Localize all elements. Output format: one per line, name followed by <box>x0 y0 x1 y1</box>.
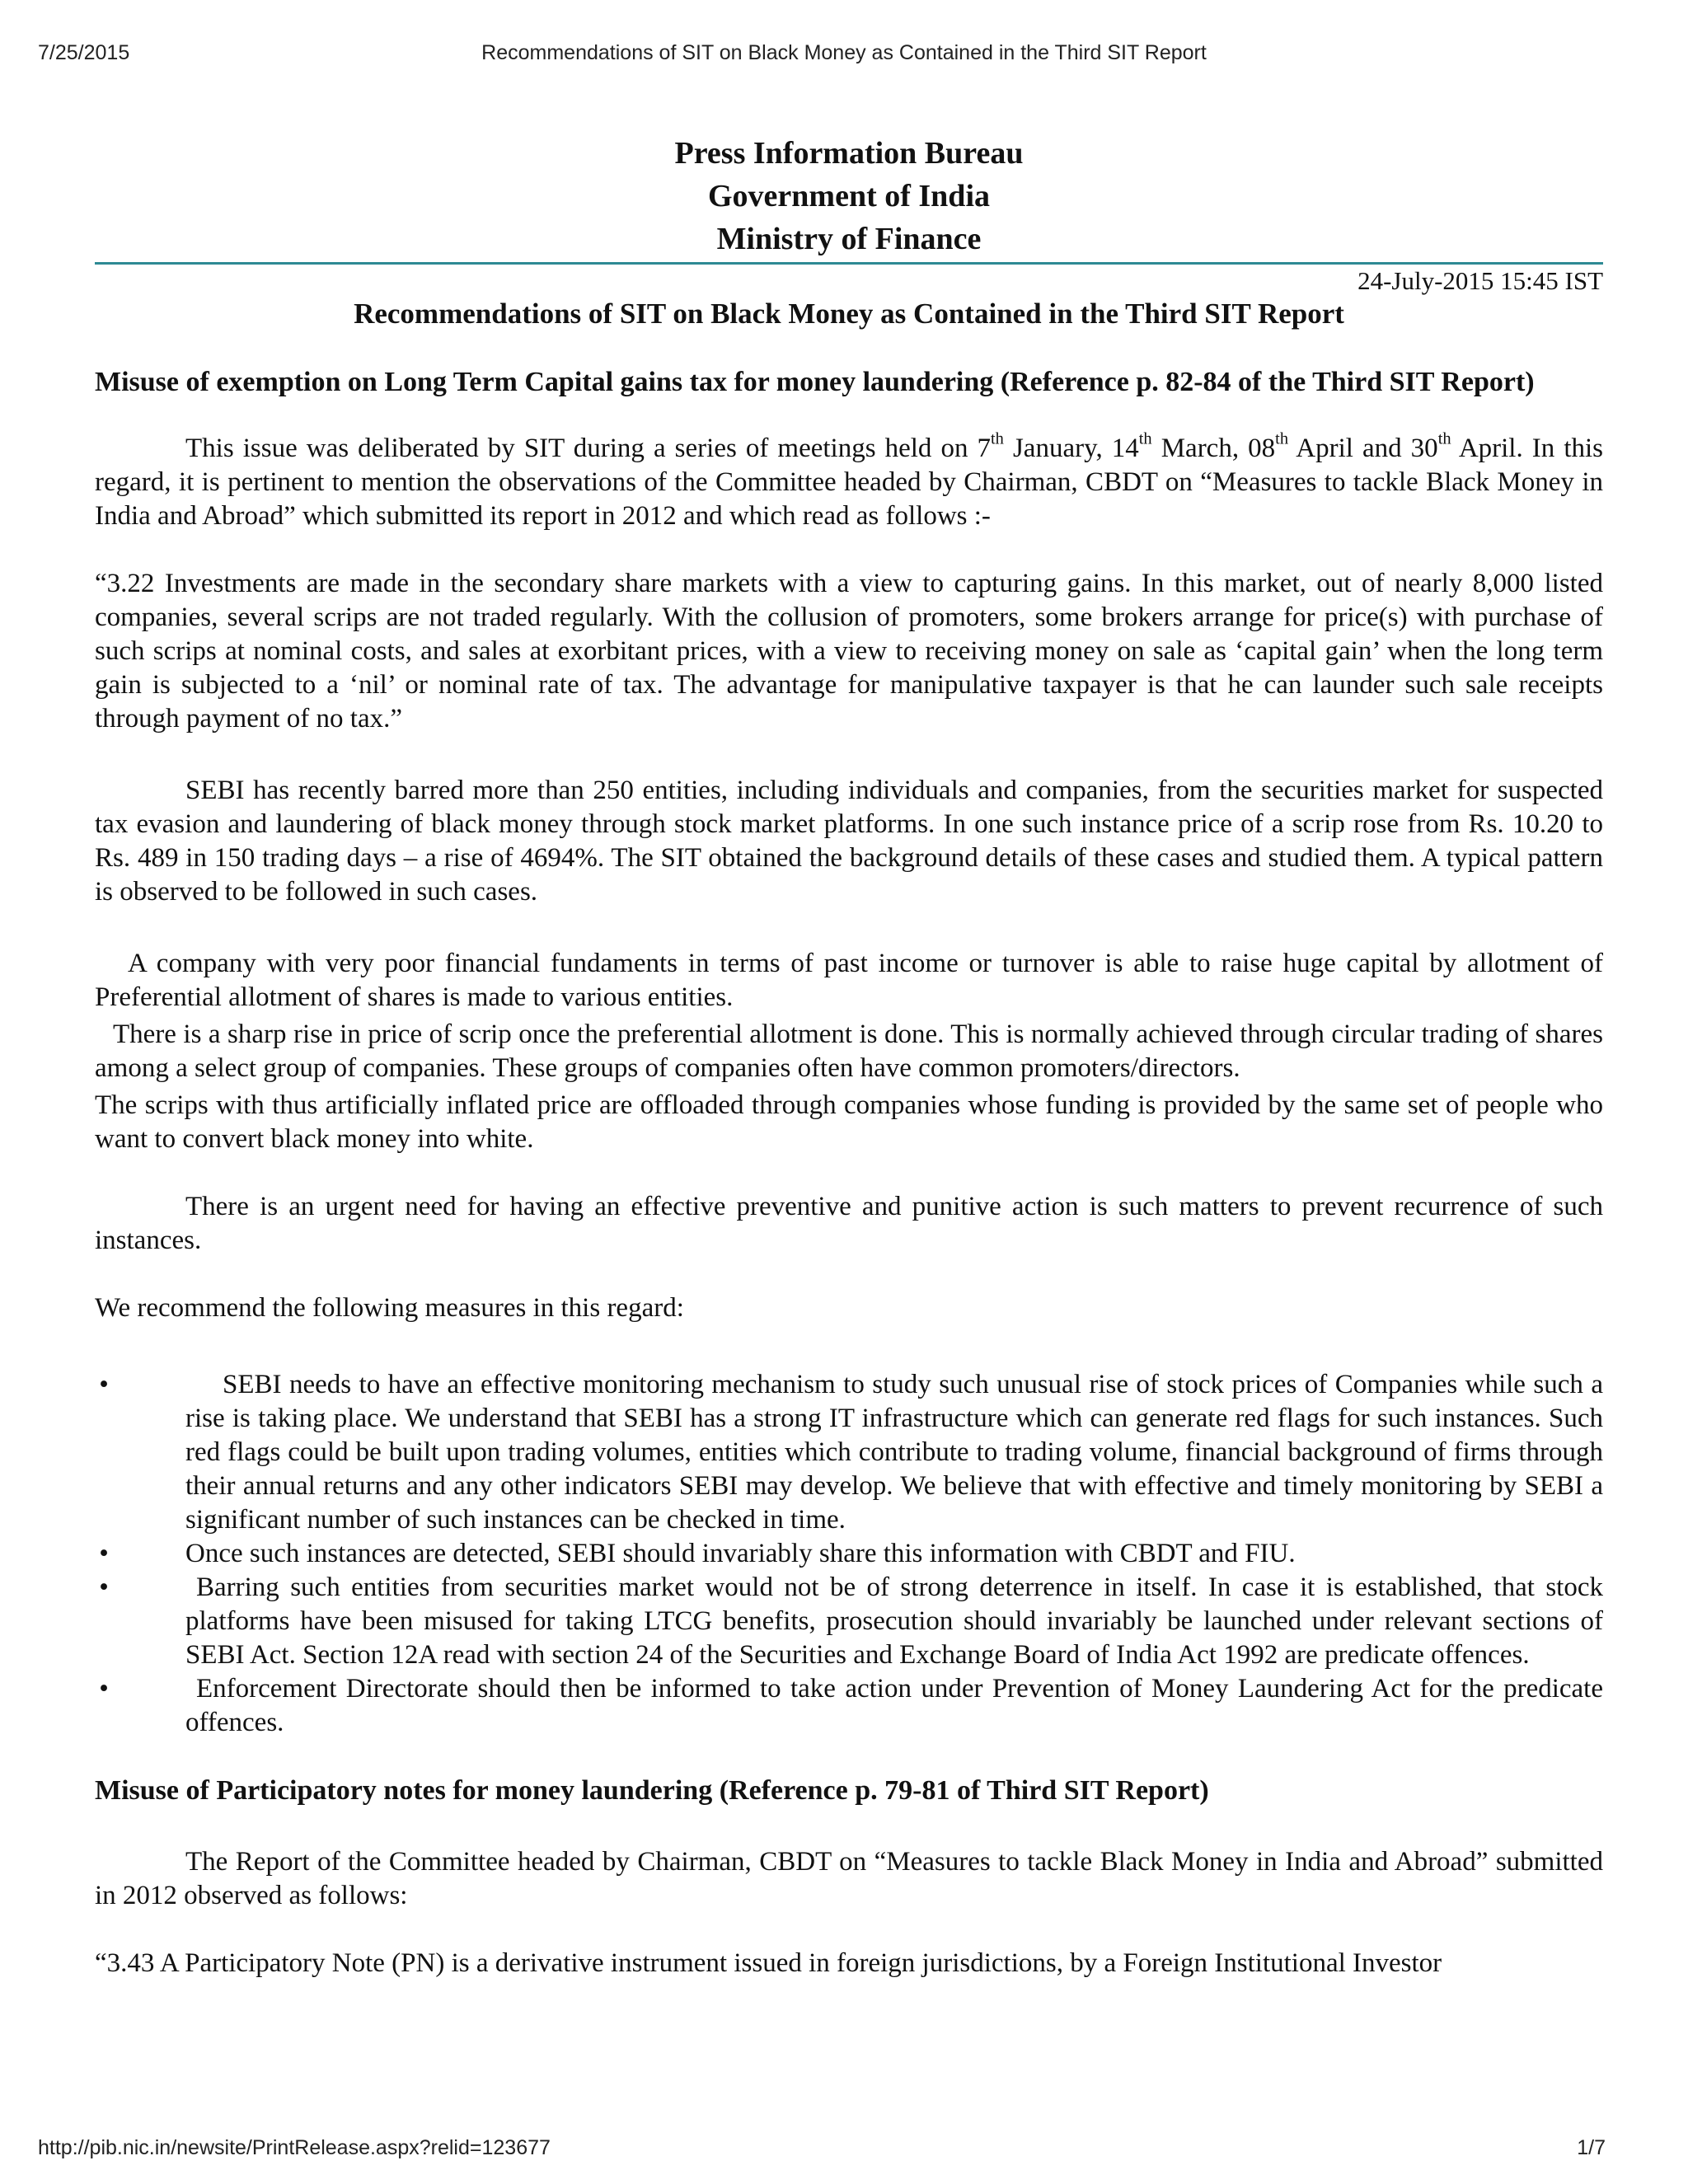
list-item: • Once such instances are detected, SEBI should invariably share this information with CBDT and FIU. <box>95 1537 1603 1571</box>
pattern-circular-trading: There is a sharp rise in price of scrip once the preferential allotment is done. This is normally achieved through circular trading of shares among a select group of companies. These groups of companies often have common promoters/directors. <box>95 1019 1603 1083</box>
masthead-ministry: Ministry of Finance <box>716 222 982 256</box>
paragraph-cbdt-report: The Report of the Committee headed by Chairman, CBDT on “Measures to tackle Black Money in India and Abroad” submitted in 2012 observed as follows: <box>95 1847 1603 1910</box>
print-title: Recommendations of SIT on Black Money as Contained in the Third SIT Report <box>481 41 1207 64</box>
section-title-ltcg: Misuse of exemption on Long Term Capital gains tax for money laundering (Reference p. 82-84 of the Third SIT Report) <box>95 367 1535 397</box>
list-item: • Barring such entities from securities market would not be of strong deterrence in itself. In case it is established, that stock platforms have been misused for taking LTCG benefits, prosecution should invariably be launched under relevant sections of SEBI Act. Section 12A read with section 24 of the Securities and Exchange Board of India Act 1992 are predicate offences. <box>95 1571 1603 1672</box>
bullet-icon: • <box>99 1370 109 1399</box>
recommendations-intro: We recommend the following measures in this regard: <box>95 1293 684 1323</box>
bullet-icon: • <box>99 1572 109 1602</box>
print-date: 7/25/2015 <box>38 41 130 64</box>
release-dateline: 24-July-2015 15:45 IST <box>1357 266 1603 295</box>
quote-3-22: “3.22 Investments are made in the secondary share markets with a view to capturing gains. In this market, out of nearly 8,000 listed companies, several scrips are not traded regularly. With the collusion of promoters, some brokers arrange for price(s) with purchase of such scrips at nominal costs, and sales at exorbitant prices, with a view to receiving money on sale as ‘capital gain’ when the long term gain is subjected to a ‘nil’ or nominal rate of tax. The advantage for manipulative taxpayer is that he can launder such sale receipts through payment of no tax.” <box>95 569 1603 733</box>
print-url: http://pib.nic.in/newsite/PrintRelease.aspx?relid=123677 <box>38 2136 551 2159</box>
paragraph-urgent-need: There is an urgent need for having an effective preventive and punitive action is such matters to prevent recurrence of such instances. <box>95 1192 1603 1255</box>
list-item: • SEBI needs to have an effective monitoring mechanism to study such unusual rise of stock prices of Companies while such a rise is taking place. We understand that SEBI has a strong IT infrastructure which can generate red flags for such instances. Such red flags could be built upon trading volumes, entities which contribute to trading volume, financial background of firms through their annual returns and any other indicators SEBI may develop. We believe that with effective and timely monitoring by SEBI a significant number of such instances can be checked in time. <box>95 1368 1603 1537</box>
masthead-bureau: Press Information Bureau <box>674 136 1024 171</box>
page-number: 1/7 <box>1577 2136 1606 2159</box>
release-body <box>95 365 1603 1980</box>
paragraph-deliberation: This issue was deliberated by SIT during a series of meetings held on 7th January, 14th March, 08th April and 30th April. In this regard, it is pertinent to mention the observations of the Committee headed by Chairman, CBDT on “Measures to tackle Black Money in India and Abroad” which submitted its report in 2012 and which read as follows :- <box>95 429 1603 531</box>
masthead-government: Government of India <box>708 179 990 213</box>
pattern-preferential-allotment: A company with very poor financial fundaments in terms of past income or turnover is able to raise huge capital by allotment of Preferential allotment of shares is made to various entities. <box>95 949 1603 1012</box>
bullet-icon: • <box>99 1674 109 1704</box>
paragraph-sebi-barred: SEBI has recently barred more than 250 entities, including individuals and companies, from the securities market for suspected tax evasion and laundering of black money through stock market platforms. In one such instance price of a scrip rose from Rs. 10.20 to Rs. 489 in 150 trading days – a rise of 4694%. The SIT obtained the background details of these cases and studied them. A typical pattern is observed to be followed in such cases. <box>95 776 1603 907</box>
list-item: • Enforcement Directorate should then be informed to take action under Prevention of Money Laundering Act for the predicate offences. <box>95 1672 1603 1740</box>
quote-3-43: “3.43 A Participatory Note (PN) is a derivative instrument issued in foreign jurisdictions, by a Foreign Institutional Investor <box>95 1948 1442 1978</box>
section-title-participatory-notes: Misuse of Participatory notes for money laundering (Reference p. 79-81 of Third SIT Report) <box>95 1775 1209 1806</box>
recommendations-list <box>95 1368 1603 1740</box>
release-heading: Recommendations of SIT on Black Money as Contained in the Third SIT Report <box>354 298 1344 330</box>
bullet-icon: • <box>99 1539 109 1568</box>
pattern-offloading: The scrips with thus artificially inflated price are offloaded through companies whose funding is provided by the same set of people who want to convert black money into white. <box>95 1090 1603 1154</box>
